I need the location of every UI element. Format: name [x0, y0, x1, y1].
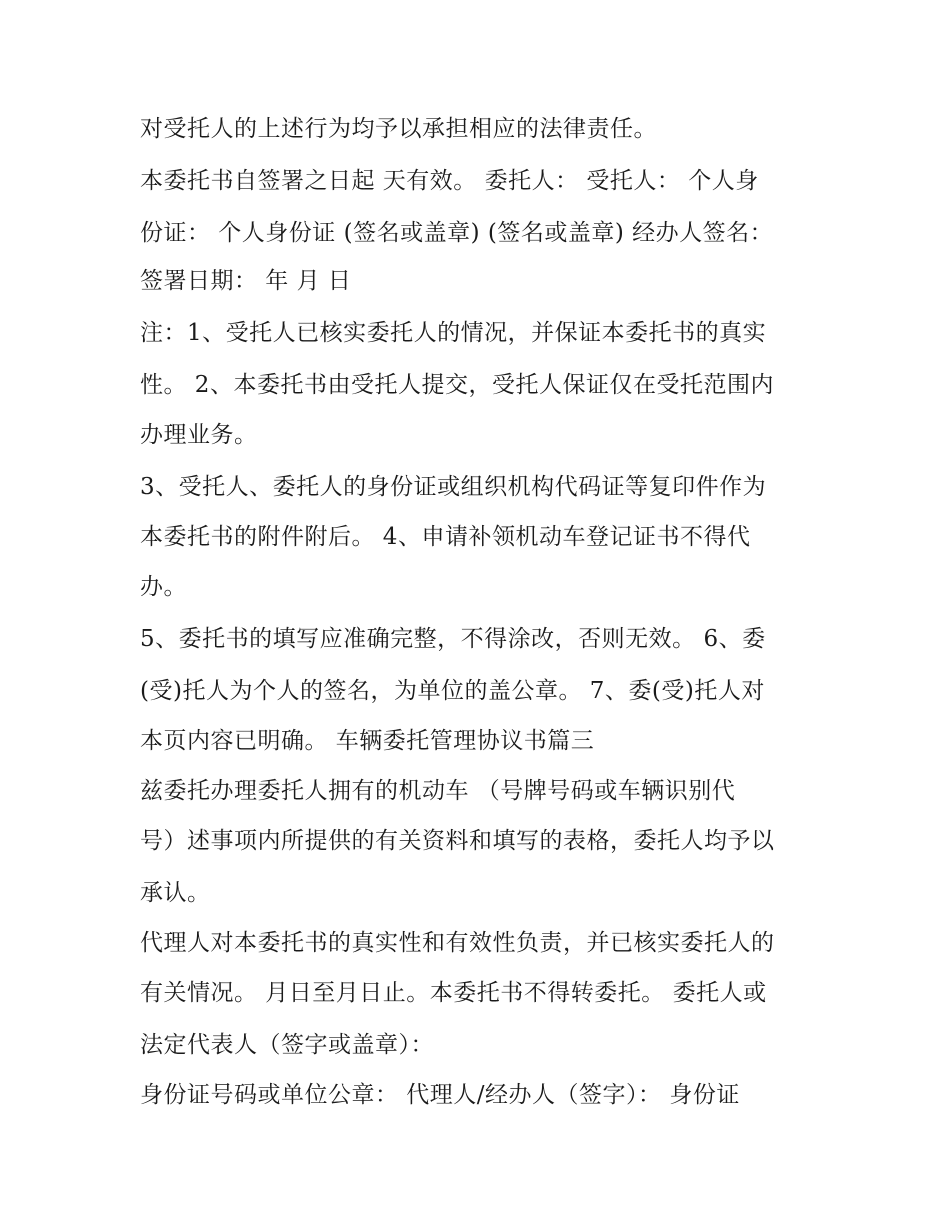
text-line: 本委托书自签署之日起 天有效。 委托人： 受托人： 个人身 [140, 168, 759, 194]
text-line: 兹委托办理委托人拥有的机动车 （号牌号码或车辆识别代 [140, 778, 736, 804]
text-line: 法定代表人（签字或盖章）： [140, 1032, 434, 1058]
text-line: 身份证号码或单位公章： 代理人/经办人（签字）： 身份证 [140, 1082, 740, 1108]
text-line: 本委托书的附件附后。 4、申请补领机动车登记证书不得代 [140, 524, 751, 550]
text-line: 承认。 [140, 880, 211, 906]
text-line: (受)托人为个人的签名，为单位的盖公章。 7、委(受)托人对 [140, 678, 765, 704]
text-line: 办理业务。 [140, 422, 258, 448]
text-line: 3、受托人、委托人的身份证或组织机构代码证等复印件作为 [140, 474, 767, 500]
text-line: 代理人对本委托书的真实性和有效性负责，并已核实委托人的 [140, 930, 775, 956]
text-line: 本页内容已明确。 车辆委托管理协议书篇三 [140, 728, 595, 754]
text-line: 注：1、受托人已核实委托人的情况，并保证本委托书的真实 [140, 320, 767, 346]
text-line: 份证： 个人身份证 (签名或盖章) (签名或盖章) 经办人签名： [140, 220, 774, 246]
text-line: 有关情况。 月日至月日止。本委托书不得转委托。 委托人或 [140, 980, 767, 1006]
text-line: 性。 2、本委托书由受托人提交，受托人保证仅在受托范围内 [140, 372, 774, 398]
text-line: 对受托人的上述行为均予以承担相应的法律责任。 [140, 116, 657, 142]
text-line: 号）述事项内所提供的有关资料和填写的表格，委托人均予以 [140, 828, 775, 854]
text-line: 5、委托书的填写应准确完整，不得涂改，否则无效。 6、委 [140, 626, 766, 652]
text-line: 办。 [140, 574, 187, 600]
text-line: 签署日期： 年 月 日 [140, 268, 352, 294]
